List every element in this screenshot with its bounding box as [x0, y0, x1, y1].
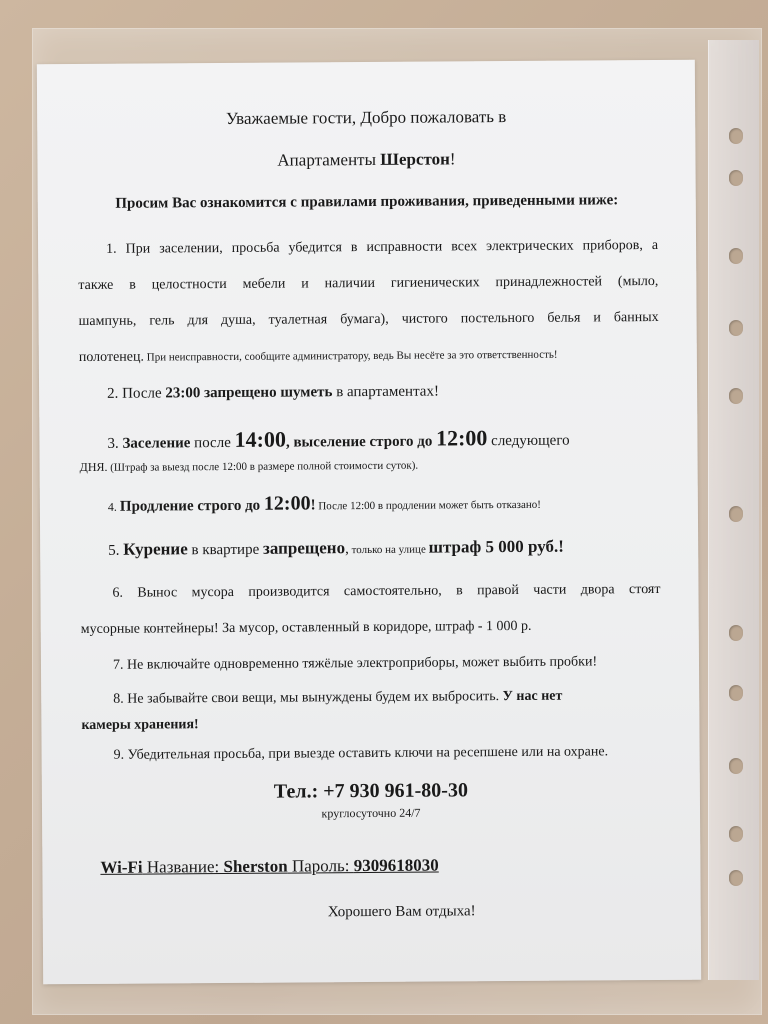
greeting-line-2: [37, 148, 695, 173]
rule-3-checkin-time: 14:00: [234, 426, 286, 452]
rule-3-line-2: [80, 456, 698, 475]
rule-1-line-3: шампунь, гель для душа, туалетная бумага), чистого постельного белья и банных: [78, 309, 659, 330]
brand-name: Шерстон: [380, 149, 450, 169]
punch-hole: [729, 826, 743, 842]
rule-8-bold: У нас нет: [499, 688, 563, 705]
punch-hole: [729, 170, 743, 186]
rule-4: [108, 490, 698, 517]
rule-9: 9. Убедительная просьба, при выезде оставить ключи на ресепшене или на охране.: [113, 744, 609, 763]
phone-number: Тел.: +7 930 961-80-30: [273, 779, 468, 803]
wifi-label: Wi-Fi: [100, 857, 143, 877]
punch-hole: [729, 625, 743, 641]
phone-availability: круглосуточно 24/7: [321, 805, 421, 821]
rule-1-line-1: 1. При заселении, просьба убедится в исправности всех электрических приборов, а: [106, 237, 659, 257]
rule-5-note: только на улице: [348, 543, 429, 557]
rule-1-line-4: [79, 346, 697, 366]
punch-hole: [729, 758, 743, 774]
punch-hole: [729, 248, 743, 264]
rule-4-bold: Продление строго до: [119, 497, 264, 515]
rule-8-line-2: камеры хранения!: [81, 717, 199, 734]
rule-3-line-1: [107, 424, 659, 454]
punch-hole: [729, 320, 743, 336]
binder-strip: [708, 40, 759, 980]
rule-3-day: ДНЯ.: [79, 459, 108, 475]
rule-3-after: после: [190, 434, 235, 452]
rule-3-fine-note: (Штраф за выезд после 12:00 в размере полной стоимости суток).: [107, 459, 419, 474]
rule-4-num: 4.: [107, 499, 120, 514]
rule-1-text: полотенец.: [78, 349, 145, 366]
rule-3-num: 3.: [107, 435, 123, 452]
punch-hole: [729, 388, 743, 404]
notice-sheet: [37, 60, 701, 985]
rule-5-comma: ,: [345, 541, 349, 558]
rule-5-forbidden: запрещено: [262, 538, 346, 558]
wifi-name-label: Название:: [142, 857, 224, 877]
rule-5-smoking: Курение: [123, 539, 188, 559]
greeting-prefix: Апартаменты: [277, 149, 381, 170]
rule-4-note: После 12:00 в продлении может быть отказано!: [315, 498, 541, 513]
rule-1-line-2: также в целостности мебели и наличии гигиенических принадлежностей (мыло,: [78, 273, 659, 294]
farewell-text: Хорошего Вам отдыха!: [327, 903, 476, 921]
punch-hole: [729, 685, 743, 701]
rule-4-excl: !: [310, 497, 316, 514]
rule-5-num: 5.: [108, 542, 124, 559]
rule-6-line-2: мусорные контейнеры! За мусор, оставленный в коридоре, штраф - 1 000 р.: [80, 618, 532, 638]
rule-1-note: При неисправности, сообщите администратору, ведь Вы несёте за это ответственность!: [143, 348, 558, 364]
rule-8-text: 8. Не забывайте свои вещи, мы вынуждены будем их выбросить.: [113, 689, 500, 707]
rule-3-checkout-time: 12:00: [435, 425, 488, 451]
wifi-network-name: Sherston: [223, 856, 288, 877]
wifi-password: 9309618030: [353, 855, 439, 876]
rule-2-bold: 23:00 запрещено шуметь: [165, 384, 333, 402]
intro-text: Просим Вас ознакомится с правилами проживания, приведенными ниже:: [115, 192, 619, 212]
rule-2: [107, 382, 697, 403]
rule-5-fine: штраф 5 000 руб.!: [428, 536, 564, 557]
wifi-password-label: Пароль:: [287, 856, 354, 876]
rule-3-checkin: Заселение: [122, 435, 191, 452]
greeting-suffix: !: [449, 149, 456, 169]
punch-hole: [729, 128, 743, 144]
rule-2-text: 2. После: [107, 385, 166, 402]
rule-2-rest: в апартаментах!: [332, 383, 439, 401]
wifi-info: [100, 854, 700, 878]
punch-hole: [729, 870, 743, 886]
rule-5-text: в квартире: [187, 541, 264, 559]
rule-6-line-1: 6. Вынос мусора производится самостоятельно, в правой части двора стоят: [112, 581, 661, 601]
rule-8-line-1: [113, 688, 699, 708]
rule-3-checkout: , выселение строго до: [285, 433, 437, 451]
rule-7: 7. Не включайте одновременно тяжёлые электроприборы, может выбить пробки!: [112, 654, 598, 673]
rule-3-next: следующего: [487, 432, 570, 450]
punch-hole: [729, 506, 743, 522]
rule-5: [108, 536, 698, 560]
greeting-line-1: Уважаемые гости, Добро пожаловать в: [225, 107, 507, 128]
rule-4-time: 12:00: [263, 492, 311, 515]
